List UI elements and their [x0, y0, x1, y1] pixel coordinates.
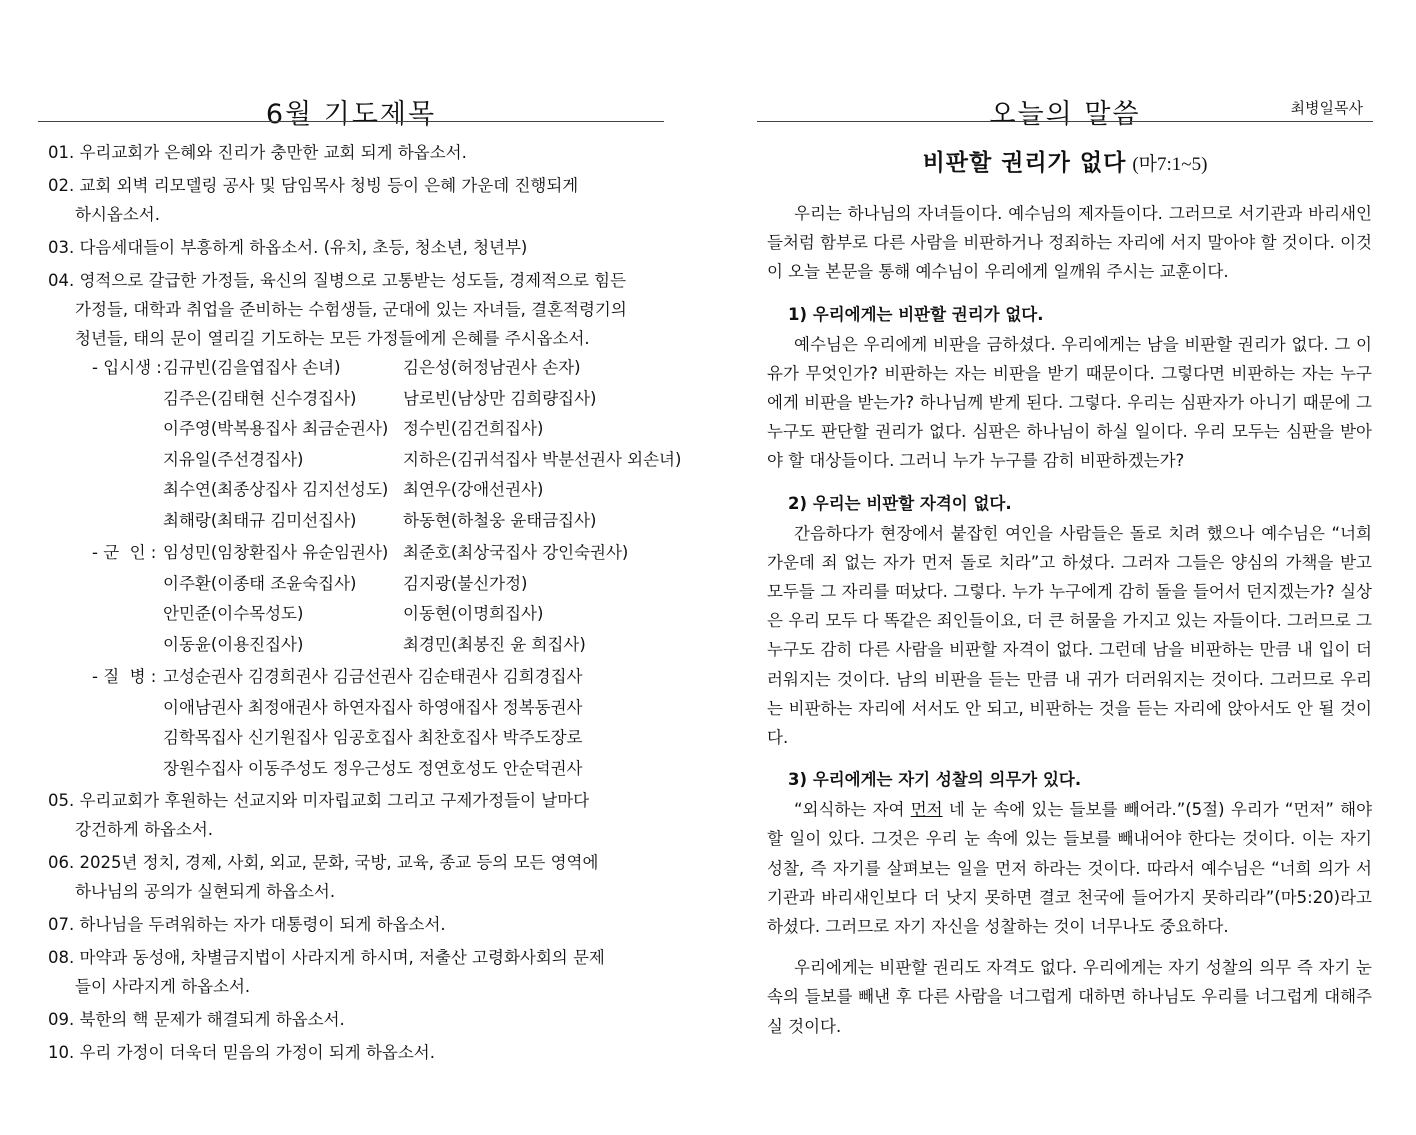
author-name: 최병일목사: [1290, 99, 1363, 117]
person-row: 이애남권사 최정애권사 하연자집사 하영애집사 정복동권사: [163, 697, 583, 717]
person: 최준호(최상국집사 강인숙권사): [403, 543, 629, 562]
point-1-body: 예수님은 우리에게 비판을 금하셨다. 우리에게는 남을 비판할 권리가 없다. 그 이유가 무엇인가? 비판하는 자는 비판을 받기 때문이다. 그렇다면 비판하는 자는 누구에게 비판을 받는가? 하나님께 받게 된다. 그렇다. 우리는 심판자가 아니기 때문에 그 누구도 판단할 권리가 없다. 심판은 하나님이 하실 일이다. 우리 모두는 심판을 받아야 할 대상들이다. 그러니 누가 누구를 감히 비판하겠는가?: [767, 334, 1372, 471]
prayer-item-02: 02. 교회 외벽 리모델링 공사 및 담임목사 청빙 등이 은혜 가운데 진행되게 하시옵소서.: [48, 176, 579, 224]
group-illness: [48, 662, 664, 784]
prayer-item-06: 06. 2025년 정치, 경제, 사회, 외교, 문화, 국방, 교육, 종교 등의 모든 영역에 하나님의 공의가 실현되게 하옵소서.: [48, 853, 599, 901]
person: 김은성(허정남권사 손자): [403, 358, 581, 377]
group-label: - 군 인 :: [92, 543, 157, 562]
person: 이동윤(이용진집사): [163, 634, 304, 654]
group-students: [48, 353, 682, 536]
person: 이주환(이종태 조윤숙집사): [163, 573, 357, 593]
person: 김지광(불신가정): [403, 573, 528, 593]
point-1-title: 1) 우리에게는 비판할 권리가 없다.: [788, 304, 1044, 324]
prayer-item-08: 08. 마약과 동성애, 차별금지법이 사라지게 하시며, 저출산 고령화사회의 문제 들이 사라지게 하옵소서.: [48, 948, 605, 996]
person: 지유일(주선경집사): [163, 449, 304, 469]
underlined-word: 먼저: [910, 800, 943, 820]
person: 최수연(최종상집사 김지선성도): [163, 480, 389, 499]
person: 임성민(임창환집사 유순임권사): [163, 543, 389, 562]
prayer-list: [48, 138, 682, 1071]
sermon-body: [767, 199, 1372, 1041]
prayer-item-03: 03. 다음세대들이 부흥하게 하옵소서. (유치, 초등, 청소년, 청년부): [48, 238, 528, 257]
intro-paragraph: 우리는 하나님의 자녀들이다. 예수님의 제자들이다. 그러므로 서기관과 바리새인들처럼 함부로 다른 사람을 비판하거나 정죄하는 자리에 서지 말아야 할 것이다. 이것이 오늘 본문을 통해 예수님이 우리에게 일깨워 주시는 교훈이다.: [767, 204, 1372, 282]
person: 최해랑(최태규 김미선집사): [163, 510, 357, 530]
person: 최연우(강애선권사): [403, 480, 544, 499]
scripture-reference: (마7:1~5): [1132, 154, 1208, 175]
group-military: [48, 538, 664, 660]
prayer-heading: 6월 기도제목: [265, 99, 437, 131]
group-label: - 입시생 :: [92, 358, 162, 377]
prayer-item-04: 04. 영적으로 갈급한 가정들, 육신의 질병으로 고통받는 성도들, 경제적으로 힘든 가정들, 대학과 취업을 준비하는 수험생들, 군대에 있는 자녀들, 결혼적령기의 청년들, 태의 문이 열리길 기도하는 모든 가정들에게 은혜를 주시옵소서.: [48, 271, 627, 348]
person: 정수빈(김건희집사): [403, 419, 544, 438]
person-row: 고성순권사 김경희권사 김금선권사 김순태권사 김희경집사: [163, 667, 583, 686]
person: 김주은(김태현 신수경집사): [163, 388, 357, 408]
person: 안민준(이수목성도): [163, 604, 304, 623]
person: 하동현(하철웅 윤태금집사): [403, 510, 597, 530]
prayer-item-07: 07. 하나님을 두려워하는 자가 대통령이 되게 하옵소서.: [48, 915, 446, 934]
person: 김규빈(김을엽집사 손녀): [163, 358, 341, 377]
left-divider: [38, 121, 664, 122]
point-2-body: 간음하다가 현장에서 붙잡힌 여인을 사람들은 돌로 치려 했으나 예수님은 “너희 가운데 죄 없는 자가 먼저 돌로 치라”고 하셨다. 그러자 그들은 양심의 가책을 받고 모두들 그 자리를 떠났다. 그렇다. 누가 누구에게 감히 돌을 들어서 던지겠는가? 실상은 우리 모두 다 똑같은 죄인들이요, 더 큰 허물을 가지고 있는 자들이다. 그러므로 그 누구도 감히 다른 사람을 비판할 자격이 없다. 그런데 남을 비판하는 만큼 내 입이 더러워지는 것이다. 남의 비판을 듣는 만큼 내 귀가 더러워지는 것이다. 그러므로 우리는 비판하는 자리에 서서도 안 되고, 비판하는 것을 듣는 자리에 앉아서도 안 될 것이다.: [767, 523, 1372, 748]
prayer-item-09: 09. 북한의 핵 문제가 해결되게 하옵소서.: [48, 1010, 345, 1029]
point-3-body: “외식하는 자여 먼저 네 눈 속에 있는 들보를 빼어라.”(5절) 우리가 “먼저” 해야 할 일이 있다. 그것은 우리 눈 속에 있는 들보를 빼내어야 한다는 것이다. 이는 자기 성찰, 즉 자기를 살펴보는 일을 먼저 하라는 것이다. 따라서 예수님은 “너희 의가 서기관과 바리새인보다 더 낫지 못하면 결코 천국에 들어가지 못하리라”(마5:20)라고 하셨다. 그러므로 자기 자신을 성찰하는 것이 너무나도 중요하다.: [767, 800, 1373, 937]
person: 이동현(이명희집사): [403, 604, 544, 623]
group-label: - 질 병 :: [92, 667, 157, 686]
point-2-title: 2) 우리는 비판할 자격이 없다.: [788, 493, 1012, 513]
sermon-title-text: 비판할 권리가 없다: [922, 150, 1127, 176]
prayer-item-01: 01. 우리교회가 은혜와 진리가 충만한 교회 되게 하옵소서.: [48, 143, 467, 162]
prayer-item-05: 05. 우리교회가 후원하는 선교지와 미자립교회 그리고 구제가정들이 날마다 강건하게 하옵소서.: [48, 791, 590, 839]
closing-paragraph: 우리에게는 비판할 권리도 자격도 없다. 우리에게는 자기 성찰의 의무 즉 자기 눈 속의 들보를 빼낸 후 다른 사람을 너그럽게 대하면 하나님도 우리를 너그럽게 대해주실 것이다.: [767, 958, 1372, 1036]
prayer-item-10: 10. 우리 가정이 더욱더 믿음의 가정이 되게 하옵소서.: [48, 1043, 435, 1062]
person-row: 장원수집사 이동주성도 정우근성도 정연호성도 안순덕권사: [163, 758, 583, 778]
person: 지하은(김귀석집사 박분선권사 외손녀): [403, 449, 682, 469]
person: 최경민(최봉진 윤 희집사): [403, 634, 586, 654]
point-3-title: 3) 우리에게는 자기 성찰의 의무가 있다.: [788, 770, 1082, 790]
sermon-heading: 오늘의 말씀: [989, 99, 1141, 131]
person-row: 김학목집사 신기원집사 임공호집사 최찬호집사 박주도장로: [163, 728, 583, 747]
person: 이주영(박복용집사 최금순권사): [163, 419, 389, 438]
right-divider: [757, 121, 1373, 122]
person: 남로빈(남상만 김희량집사): [403, 388, 597, 408]
sermon-title: [757, 144, 1373, 177]
